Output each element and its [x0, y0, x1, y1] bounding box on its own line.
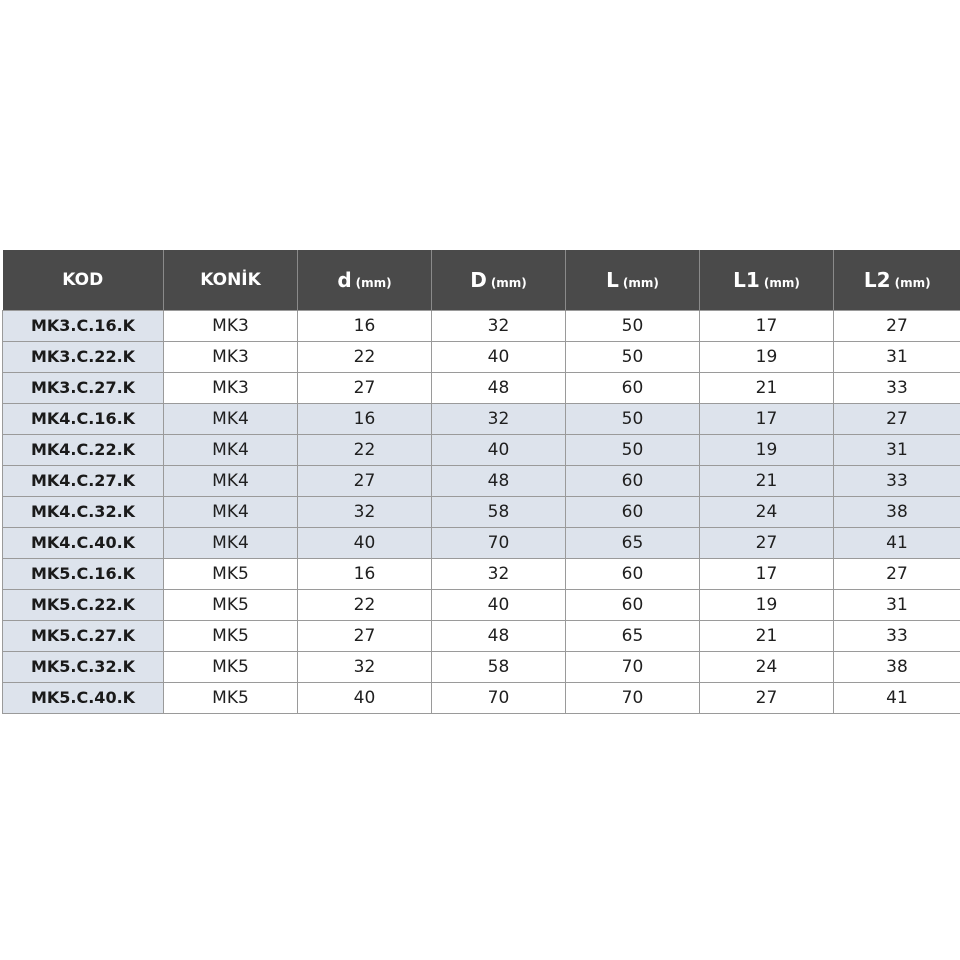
cell-kod: MK4.C.16.K — [3, 404, 164, 435]
cell-konik: MK5 — [164, 590, 298, 621]
cell-d: 32 — [298, 497, 432, 528]
cell-d: 27 — [298, 466, 432, 497]
header-L2 — [834, 250, 960, 311]
cell-L: 60 — [566, 590, 700, 621]
cell-D: 40 — [432, 590, 566, 621]
cell-kod: MK4.C.22.K — [3, 435, 164, 466]
cell-L: 50 — [566, 404, 700, 435]
cell-d: 16 — [298, 404, 432, 435]
cell-konik: MK5 — [164, 652, 298, 683]
table-row — [3, 497, 960, 528]
cell-konik: MK5 — [164, 621, 298, 652]
cell-konik: MK4 — [164, 497, 298, 528]
cell-konik: MK4 — [164, 528, 298, 559]
cell-kod: MK5.C.27.K — [3, 621, 164, 652]
cell-d: 22 — [298, 342, 432, 373]
cell-L2: 41 — [834, 683, 960, 714]
header-unit: (mm) — [763, 276, 800, 290]
table-row — [3, 466, 960, 497]
cell-kod: MK3.C.27.K — [3, 373, 164, 404]
cell-D: 40 — [432, 435, 566, 466]
cell-L1: 17 — [700, 311, 834, 342]
table-row — [3, 311, 960, 342]
cell-L2: 33 — [834, 466, 960, 497]
cell-d: 16 — [298, 311, 432, 342]
cell-L1: 21 — [700, 621, 834, 652]
cell-D: 58 — [432, 497, 566, 528]
cell-L2: 33 — [834, 373, 960, 404]
header-unit: (mm) — [622, 276, 659, 290]
cell-L: 65 — [566, 528, 700, 559]
cell-d: 16 — [298, 559, 432, 590]
cell-L2: 31 — [834, 435, 960, 466]
cell-L: 50 — [566, 435, 700, 466]
cell-kod: MK5.C.16.K — [3, 559, 164, 590]
cell-L: 65 — [566, 621, 700, 652]
cell-konik: MK3 — [164, 342, 298, 373]
header-L1 — [700, 250, 834, 311]
cell-L: 60 — [566, 497, 700, 528]
cell-kod: MK4.C.27.K — [3, 466, 164, 497]
table-row — [3, 342, 960, 373]
cell-L2: 31 — [834, 342, 960, 373]
cell-L: 60 — [566, 373, 700, 404]
cell-konik: MK3 — [164, 373, 298, 404]
cell-konik: MK5 — [164, 559, 298, 590]
cell-L1: 19 — [700, 342, 834, 373]
cell-L1: 19 — [700, 435, 834, 466]
cell-L2: 38 — [834, 652, 960, 683]
cell-D: 48 — [432, 466, 566, 497]
table-header-row — [3, 250, 960, 311]
cell-D: 70 — [432, 683, 566, 714]
header-label: KONİK — [200, 269, 261, 290]
table-row — [3, 559, 960, 590]
header-d — [298, 250, 432, 311]
cell-L1: 21 — [700, 373, 834, 404]
table-body — [3, 311, 960, 714]
cell-L1: 24 — [700, 652, 834, 683]
cell-kod: MK5.C.32.K — [3, 652, 164, 683]
cell-L1: 27 — [700, 683, 834, 714]
table-row — [3, 373, 960, 404]
header-label: L1 — [733, 268, 760, 292]
spec-table — [2, 250, 960, 714]
cell-L1: 17 — [700, 559, 834, 590]
cell-D: 58 — [432, 652, 566, 683]
cell-D: 48 — [432, 621, 566, 652]
cell-d: 27 — [298, 621, 432, 652]
header-konik — [164, 250, 298, 311]
cell-konik: MK4 — [164, 435, 298, 466]
cell-L2: 33 — [834, 621, 960, 652]
cell-L2: 38 — [834, 497, 960, 528]
header-label: L — [606, 268, 619, 292]
table-row — [3, 404, 960, 435]
table-row — [3, 652, 960, 683]
cell-L1: 21 — [700, 466, 834, 497]
header-unit: (mm) — [490, 276, 527, 290]
table-row — [3, 590, 960, 621]
cell-d: 27 — [298, 373, 432, 404]
header-unit: (mm) — [894, 276, 931, 290]
cell-kod: MK5.C.22.K — [3, 590, 164, 621]
header-kod — [3, 250, 164, 311]
cell-L1: 24 — [700, 497, 834, 528]
header-unit: (mm) — [355, 276, 392, 290]
cell-L1: 17 — [700, 404, 834, 435]
cell-L: 50 — [566, 311, 700, 342]
cell-L: 70 — [566, 683, 700, 714]
cell-L: 60 — [566, 559, 700, 590]
cell-L2: 27 — [834, 311, 960, 342]
cell-d: 40 — [298, 528, 432, 559]
header-label: d — [337, 268, 352, 292]
cell-D: 32 — [432, 311, 566, 342]
cell-kod: MK4.C.40.K — [3, 528, 164, 559]
cell-konik: MK4 — [164, 466, 298, 497]
table-row — [3, 621, 960, 652]
cell-L: 60 — [566, 466, 700, 497]
cell-konik: MK5 — [164, 683, 298, 714]
header-label: D — [470, 268, 487, 292]
cell-kod: MK3.C.22.K — [3, 342, 164, 373]
cell-kod: MK4.C.32.K — [3, 497, 164, 528]
cell-L2: 27 — [834, 404, 960, 435]
cell-konik: MK3 — [164, 311, 298, 342]
cell-L1: 27 — [700, 528, 834, 559]
cell-konik: MK4 — [164, 404, 298, 435]
header-L — [566, 250, 700, 311]
cell-kod: MK3.C.16.K — [3, 311, 164, 342]
cell-kod: MK5.C.40.K — [3, 683, 164, 714]
cell-L: 70 — [566, 652, 700, 683]
cell-L2: 27 — [834, 559, 960, 590]
cell-d: 32 — [298, 652, 432, 683]
cell-D: 70 — [432, 528, 566, 559]
cell-L2: 31 — [834, 590, 960, 621]
cell-d: 22 — [298, 435, 432, 466]
table-row — [3, 435, 960, 466]
header-D — [432, 250, 566, 311]
table-row — [3, 528, 960, 559]
cell-D: 32 — [432, 404, 566, 435]
cell-L2: 41 — [834, 528, 960, 559]
cell-D: 48 — [432, 373, 566, 404]
cell-L: 50 — [566, 342, 700, 373]
cell-D: 32 — [432, 559, 566, 590]
cell-d: 22 — [298, 590, 432, 621]
cell-D: 40 — [432, 342, 566, 373]
cell-d: 40 — [298, 683, 432, 714]
cell-L1: 19 — [700, 590, 834, 621]
header-label: KOD — [62, 269, 104, 290]
header-label: L2 — [863, 268, 891, 292]
table-row — [3, 683, 960, 714]
